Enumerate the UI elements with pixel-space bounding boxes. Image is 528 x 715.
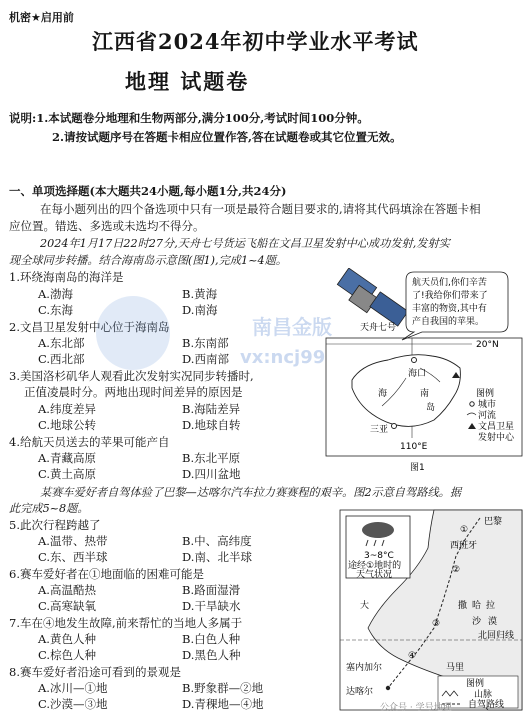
q5-option-d: D.南、北半球	[182, 550, 252, 564]
watermark-name: 南昌金版	[252, 315, 332, 339]
q4-option-b: B.东北平原	[182, 451, 241, 465]
q5-option-a: A.温带、热带	[38, 534, 108, 548]
context-1-line-2: 现全球同步转播。结合海南岛示意图(图1),完成1~4题。	[9, 254, 287, 267]
speech-line-2: 了!我给你们带来了	[412, 291, 488, 301]
longitude-label: 110°E	[400, 442, 428, 452]
legend-city: 城市	[478, 400, 497, 410]
q1-option-b: B.黄海	[182, 287, 218, 301]
hainan-island-outline	[352, 355, 460, 427]
instruction-line-1: 说明:1.本试题卷分地理和生物两部分,满分100分,考试时间100分钟。	[9, 111, 369, 125]
confidential-mark: 机密★启用前	[9, 11, 74, 24]
temperature-label: 3~8°C	[364, 551, 394, 561]
point-4-label: ④	[408, 651, 417, 661]
spacecraft-label: 天舟七号	[360, 323, 397, 333]
legend-launch-2: 发射中心	[478, 433, 515, 443]
paper-subtitle: 地理 试题卷	[125, 69, 250, 94]
figure-1-hainan-map	[322, 268, 526, 476]
q2-option-b: B.东南部	[182, 336, 229, 350]
q3-option-c: C.地球公转	[38, 418, 97, 432]
q8-option-c: C.沙漠—③地	[38, 697, 108, 711]
spain-label: 西班牙	[450, 541, 478, 551]
q3-option-d: D.地球自转	[182, 418, 241, 432]
q3-option-a: A.纬度差异	[38, 402, 96, 416]
question-3-line-2: 正值凌晨时分。两地出现时间差异的原因是	[24, 385, 243, 399]
island-char-2: 南	[420, 389, 430, 399]
section-intro-1: 在每小题列出的四个备选项中只有一项是最符合题目要求的,请将其代码填涂在答题卡相	[40, 202, 481, 216]
island-char-3: 岛	[426, 403, 436, 413]
context-1-line-1: 2024年1月17日22时27分,天舟七号货运飞船在文昌卫星发射中心成功发射,发射实	[40, 237, 450, 250]
senegal-label: 塞内加尔	[346, 663, 383, 673]
point-3-label: ③	[432, 619, 441, 629]
section-heading: 一、单项选择题(本大题共24小题,每小题1分,共24分)	[9, 184, 287, 198]
q2-option-c: C.西北部	[38, 352, 85, 366]
question-4: 4.给航天员送去的苹果可能产自	[9, 435, 170, 449]
haikou-label: 海口	[408, 369, 427, 379]
watermark-logo	[96, 296, 170, 370]
ocean-label: 大	[360, 601, 370, 611]
point-2-label: ②	[452, 565, 461, 575]
latitude-label: 20°N	[476, 340, 499, 350]
legend-river-icon	[467, 413, 476, 415]
question-3: 3.美国洛杉矶华人观看此次发射实况同步转播时,	[9, 369, 254, 383]
legend-mountain: 山脉	[474, 690, 493, 700]
q2-option-a: A.东北部	[38, 336, 85, 350]
question-6: 6.赛车爱好者在①地面临的困难可能是	[9, 567, 204, 581]
legend-title: 图例	[476, 389, 495, 399]
sahara-char-1: 撒	[458, 601, 468, 611]
legend-launch-icon	[468, 423, 476, 429]
q4-option-d: D.四川盆地	[182, 467, 241, 481]
speech-line-3: 丰富的物资,其中有	[412, 304, 487, 314]
speech-line-1: 航天员们,你们辛苦	[412, 278, 487, 288]
q7-option-a: A.黄色人种	[38, 632, 96, 646]
point-1-label: ①	[460, 525, 469, 535]
q8-option-a: A.冰川—①地	[38, 681, 108, 695]
tropic-label: 北回归线	[478, 631, 515, 641]
question-5: 5.此次行程跨越了	[9, 518, 101, 532]
q1-option-a: A.渤海	[38, 287, 73, 301]
q7-option-d: D.黑色人种	[182, 648, 241, 662]
q5-option-b: B.中、高纬度	[182, 534, 252, 548]
instruction-line-2: 2.请按试题序号在答题卡相应位置作答,答在试题卷或其它位置无效。	[52, 130, 402, 144]
haikou-city-marker	[412, 358, 417, 363]
context-2-line-2: 此完成5~8题。	[9, 502, 89, 515]
speech-line-4: 产自我国的苹果。	[412, 317, 485, 327]
sahara-char-4: 沙	[472, 617, 482, 627]
dakar-marker	[386, 686, 390, 690]
question-8: 8.赛车爱好者沿途可看到的景观是	[9, 665, 181, 679]
legend-city-icon	[470, 402, 474, 406]
sanya-city-marker	[392, 424, 397, 429]
q3-option-b: B.海陆差异	[182, 402, 241, 416]
dakar-label: 达喀尔	[346, 687, 374, 697]
q4-option-c: C.黄土高原	[38, 467, 97, 481]
question-7: 7.车在④地发生故障,前来帮忙的当地人多属于	[9, 616, 243, 630]
weather-caption-2: 天气状况	[356, 570, 393, 580]
q1-option-c: C.东海	[38, 303, 74, 317]
legend-river: 河流	[478, 411, 497, 421]
q4-option-a: A.青藏高原	[38, 451, 96, 465]
q6-option-a: A.高温酷热	[38, 583, 96, 597]
sahara-char-2: 哈	[472, 601, 482, 611]
q8-option-d: D.青稞地—④地	[182, 697, 264, 711]
paris-label: 巴黎	[484, 517, 503, 527]
q8-option-b: B.野象群—②地	[182, 681, 264, 695]
context-2-line-1: 某赛车爱好者自驾体验了巴黎—达喀尔汽车拉力赛赛程的艰辛。图2示意自驾路线。据	[40, 486, 462, 499]
q7-option-c: C.棕色人种	[38, 648, 97, 662]
mali-label: 马里	[446, 663, 465, 673]
section-intro-2: 应位置。错选、多选或未选均不得分。	[9, 219, 205, 233]
question-1: 1.环绕海南岛的海洋是	[9, 270, 124, 284]
figure-2-legend-title: 图例	[466, 679, 485, 689]
watermark-wx: vx:ncj99	[240, 347, 326, 368]
sahara-char-3: 拉	[486, 601, 496, 611]
legend-launch-1: 文昌卫星	[478, 422, 515, 432]
weather-caption-1: 途经①地时的	[348, 561, 402, 571]
q5-option-c: C.东、西半球	[38, 550, 108, 564]
question-2: 2.文昌卫星发射中心位于海南岛	[9, 320, 170, 334]
island-char-1: 海	[378, 389, 388, 399]
q2-option-d: D.西南部	[182, 352, 229, 366]
legend-route: 自驾路线	[468, 700, 505, 710]
footer-watermark: 公众号 · 学号地理	[380, 703, 452, 713]
figure-1-caption: 图1	[410, 463, 425, 473]
q1-option-d: D.南海	[182, 303, 218, 317]
q6-option-b: B.路面湿滑	[182, 583, 241, 597]
q6-option-d: D.干旱缺水	[182, 599, 241, 613]
exam-title: 江西省2024年初中学业水平考试	[92, 29, 419, 54]
figure-2-route-map	[338, 508, 524, 713]
sahara-char-5: 漠	[488, 617, 498, 627]
q6-option-c: C.高寒缺氧	[38, 599, 97, 613]
sanya-label: 三亚	[370, 425, 389, 435]
spacecraft-icon	[337, 268, 408, 326]
q7-option-b: B.白色人种	[182, 632, 241, 646]
